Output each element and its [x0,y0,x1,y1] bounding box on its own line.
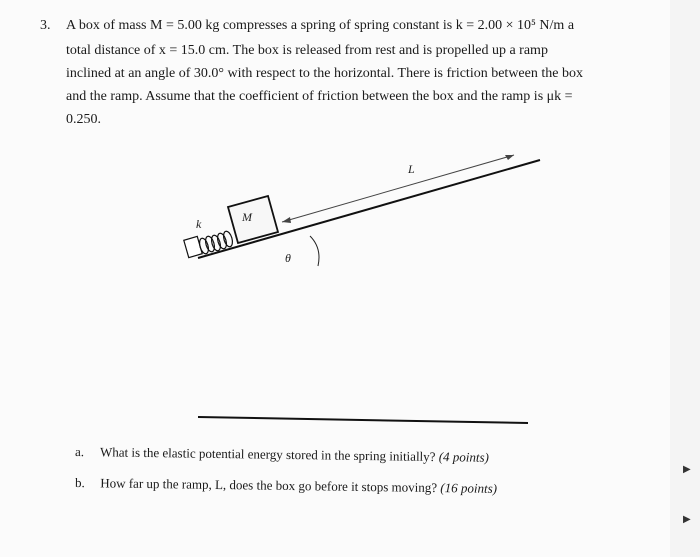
question-a-points: (4 points) [438,449,490,465]
page-arrow-icon: ▶ [683,464,691,475]
label-L: L [408,162,415,176]
box-mass [228,196,278,243]
angle-arc [310,236,319,266]
length-arrowhead-bottom [282,217,291,223]
question-b-letter: b. [74,475,85,491]
problem-text-line-4: and the ramp. Assume that the coefficient of friction between the box and the ramp is μk = [66,89,573,104]
horizontal-rule [198,417,528,423]
label-theta: θ [285,251,291,265]
length-dimension-line [282,155,514,222]
problem-text-line-1: A box of mass M = 5.00 kg compresses a spring of spring constant is k = 2.00 × 10⁵ N/m a [66,18,575,33]
spring-wall [184,236,202,257]
problem-text-line-3: inclined at an angle of 30.0° with respect to the horizontal. There is friction between the box [66,66,583,81]
question-b-text: How far up the ramp, L, does the box go before it stops moving? [100,475,438,496]
question-b-points: (16 points) [440,480,498,496]
page-arrow-icon: ▶ [683,514,691,525]
spring-coil [198,230,234,255]
problem-text-line-2: total distance of x = 15.0 cm. The box is released from rest and is propelled up a ramp [66,43,548,58]
label-M: M [242,210,252,224]
problem-text-line-5: 0.250. [66,112,101,127]
question-a-letter: a. [74,444,85,460]
question-a-text: What is the elastic potential energy stored in the spring initially? [99,444,436,465]
label-k: k [196,217,202,231]
problem-number: 3. [40,18,51,33]
